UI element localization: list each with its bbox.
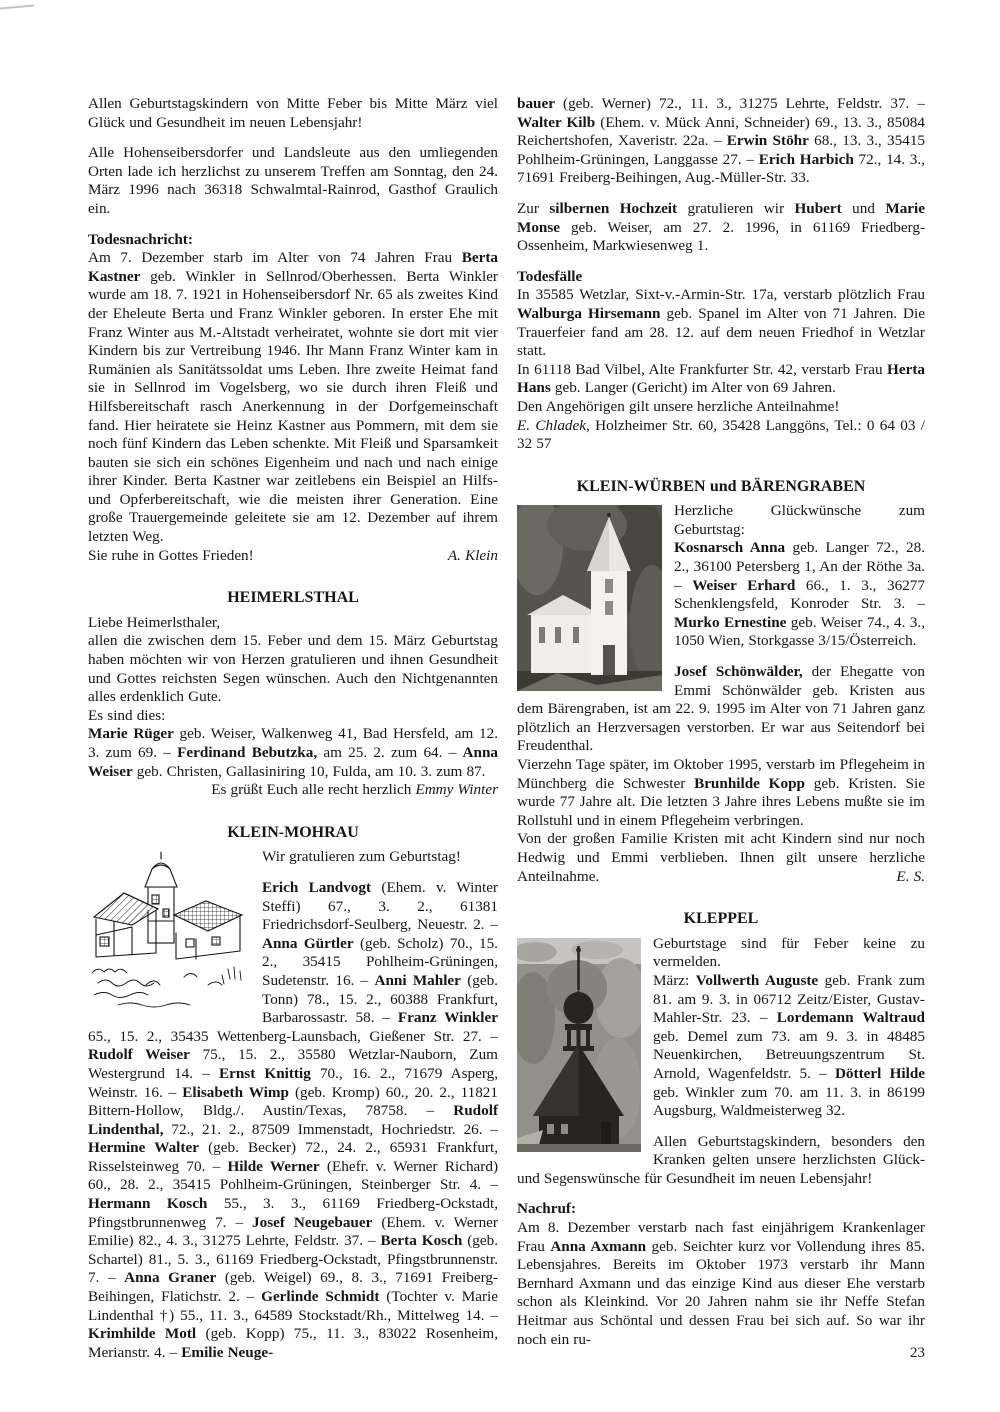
- bold-text: Kosnarsch Anna: [674, 539, 786, 557]
- bold-text: Hubert: [794, 199, 842, 217]
- text-run: Vierzehn Tage später, im Oktober 1995, verstarb im Pflegeheim in Münchberg die Schwester: [517, 756, 925, 792]
- paragraph: [88, 614, 498, 633]
- text-run: 72., 21. 2., 87509 Immenstadt, Hochriedstr. 26. –: [163, 1120, 498, 1138]
- text-run: (geb. Scholz) 70., 15. 2., 35415 Pohlheim-Grüningen, Sudetenstr. 16. –: [262, 934, 498, 989]
- text-run: (geb. Tonn) 78., 15. 2., 60388 Frankfurt, Barbarossastr. 58. –: [262, 971, 498, 1027]
- text-run: (geb. Werner) 72., 11. 3., 31275 Lehrte, Feldstr. 37. –: [554, 95, 925, 112]
- text-run: gratulieren wir: [677, 199, 795, 217]
- bold-text: Anna Axmann: [550, 1237, 647, 1255]
- text-run: Den Angehörigen gilt unsere herzliche Anteilnahme!: [517, 397, 840, 415]
- italic-text: A. Klein: [447, 546, 498, 564]
- text-run: Von der großen Familie Kristen mit acht Kindern sind nur noch Hedwig und Emmi verblieben. Ihnen gilt unsere herzliche Anteilnahme.: [517, 830, 925, 885]
- italic-text: Emmy Winter: [415, 781, 498, 799]
- bold-text: Erich Landvogt: [262, 878, 372, 896]
- bold-text: Erich Harbich: [758, 150, 854, 168]
- scan-artifact: [0, 5, 34, 10]
- bold-text: Anna Graner: [124, 1269, 217, 1287]
- kleppel-chapel-photo: [517, 938, 641, 1152]
- text-run: 70., 16. 2., 71679 Asperg, Weinstr. 16. –: [88, 1064, 499, 1101]
- left-column: [88, 95, 498, 1362]
- page-number: 23: [909, 1344, 925, 1361]
- paragraph: [517, 200, 925, 256]
- bold-text: Erwin Stöhr: [726, 132, 809, 150]
- paragraph: [517, 95, 925, 188]
- italic-text: E. S.: [896, 867, 925, 885]
- text-run: (Ehem. v. Werner Emilie) 82., 4. 3., 31275 Lehrte, Feldstr. 37. –: [88, 1213, 498, 1250]
- text-run: 68., 13. 3., 35415 Pohlheim-Grüningen, Langgasse 27. –: [517, 132, 926, 168]
- signature: [896, 868, 925, 887]
- text-run: (Tochter v. Marie Lindenthal †) 55., 11. 3., 64589 Stockstadt/Rh., Mittelweg 14. –: [88, 1288, 498, 1324]
- text-run: 65., 15. 2., 35435 Wettenberg-Launsbach, Gießener Str. 27. –: [88, 1027, 498, 1045]
- text-run: 66., 1. 3., 36277 Schenklengsfeld, Konroder Str. 3. –: [674, 576, 925, 613]
- right-column: [517, 95, 925, 1349]
- text-run: geb. Spanel im Alter von 71 Jahren. Die Trauerfeier fand am 28. 12. auf dem neuen Friedhof in Wetzlar statt.: [517, 304, 925, 360]
- bold-text: Anni Mahler: [374, 971, 461, 989]
- bold-text: Brunhilde Kopp: [694, 774, 805, 792]
- text-run: (geb. Becker) 72., 24. 2., 65931 Frankfurt, Risselsteinweg 70. –: [88, 1139, 498, 1175]
- kleppel-chapel-photo: [517, 938, 641, 1152]
- text-run: geb. Langer (Gericht) im Alter von 69 Jahren.: [550, 379, 836, 397]
- paragraph: [88, 144, 498, 218]
- bold-text: Weiser Erhard: [692, 576, 796, 594]
- figure-with-text: [88, 848, 498, 1362]
- text-run: Zur: [517, 199, 550, 217]
- bold-text: Josef Schönwälder,: [674, 663, 803, 681]
- bold-text: bauer: [517, 95, 555, 112]
- text-run: (geb. Kopp) 75., 11. 3., 83022 Rosenheim, Merianstr. 4. –: [88, 1325, 498, 1361]
- bold-text: Rudolf Weiser: [88, 1046, 190, 1064]
- paragraph: [517, 830, 925, 886]
- klein-mohrau-church-drawing: [88, 851, 250, 1013]
- text-run: In 35585 Wetzlar, Sixt-v.-Armin-Str. 17a, verstarb plötzlich Frau: [517, 286, 925, 304]
- text-run: geb. Seichter kurz vor Vollendung ihres 85. Lebensjahres. Bereits im Oktober 1973 verstarb ihr Mann Bernhard Axmann und das einzige Kind aus dieser Ehe verstarb schon als Kleinkind. Vor 20 Jahren nahm sie ihr Neffe Stefan Heitmar aus Schöntal und dessen Frau bei sich auf. So war ihr noch ein ru-: [517, 1237, 926, 1348]
- signature: [448, 547, 498, 566]
- text-run: Geburtstage sind für Feber keine zu vermelden.: [653, 934, 925, 971]
- bold-text: Franz Winkler: [397, 1009, 498, 1027]
- bold-text: silbernen Hochzeit: [549, 199, 678, 217]
- paragraph: [517, 1219, 925, 1349]
- paragraph: [88, 725, 498, 781]
- bold-text: Dötterl Hilde: [834, 1064, 926, 1082]
- text-run: geb. Weiser 74., 4. 3., 1050 Wien, Storkgasse 3/15/Österreich.: [674, 613, 925, 650]
- text-run: geb. Weiser, Walkenweg 41, Bad Hersfeld, am 12. 3. zum 69. –: [88, 725, 498, 761]
- text-run: Es sind dies:: [88, 706, 166, 724]
- paragraph: [88, 95, 498, 132]
- text-run: Am 7. Dezember starb im Alter von 74 Jahren Frau: [88, 249, 462, 267]
- text-run: (geb. Schartel) 81., 5. 3., 61169 Friedberg-Ockstadt, Pfingstbrunnenstr. 7. –: [88, 1232, 498, 1287]
- figure-with-text: [517, 935, 925, 1189]
- paragraph: [88, 632, 498, 706]
- text-run: Allen Geburtstagskindern von Mitte Feber bis Mitte März viel Glück und Gesundheit im neuen Lebensjahr!: [88, 95, 498, 131]
- text-run: (Ehefr. v. Werner Richard) 60., 28. 2., 35415 Pohlheim-Grüningen, Steinberger Str. 4. –: [88, 1157, 498, 1194]
- bold-text: Krimhilde Motl: [88, 1325, 197, 1343]
- paragraph: [88, 781, 498, 800]
- paragraph: [88, 547, 498, 566]
- text-run: 75., 15. 2., 35580 Wetzlar-Nauborn, Zum Westergrund 14. –: [88, 1046, 498, 1082]
- paragraph: [517, 417, 925, 454]
- paragraph: [88, 707, 498, 726]
- text-run: geb. Demel zum 73. am 9. 3. in 48485 Neuenkirchen, Betreuungszentrum St. Arnold, Wagenfeldstr. 5. –: [653, 1027, 925, 1082]
- bold-text: Elisabeth Wimp: [182, 1083, 289, 1101]
- bold-text: Marie Rüger: [88, 725, 174, 743]
- text-run: geb. Frank zum 81. am 9. 3. in 06712 Zeitz/Eister, Gustav-Mahler-Str. 23. –: [653, 971, 925, 1027]
- text-run: geb. Langer 72., 28. 2., 36100 Petersberg 1, An der Röthe 3a. –: [674, 539, 925, 594]
- text-run: und: [841, 199, 886, 217]
- bold-text: Gerlinde Schmidt: [261, 1288, 380, 1306]
- text-run: Es grüßt Euch alle recht herzlich: [211, 781, 416, 799]
- text-run: 55., 3. 3., 61169 Friedberg-Ockstadt, Pfingstbrunnenweg 7. –: [88, 1195, 498, 1231]
- bold-text: Josef Neugebauer: [252, 1213, 373, 1231]
- klein-wuerben-church-photo: [517, 505, 662, 691]
- text-run: März:: [653, 971, 696, 989]
- text-run: geb. Winkler in Sellnrod/Oberhessen. Berta Winkler wurde am 18. 7. 1921 in Hohenseibersdorf Nr. 65 als zweites Kind der Eheleute Berta und Franz Winkler geboren. In erster Ehe mit Franz Winter aus M.-Altstadt verheiratet, wohnte sie dort mit vier Kindern bis zur Vertreibung 1946. Ihr Mann Franz Winter kam in Rumänien als Sanitätssoldat ums Leben. Ihre zweite Heimat fand sie in Sellnrod im Vogelsberg, wo sie durch ihren Fleiß und Hilfsbereitschaft rasch Anerkennung in der Dorfgemeinschaft fand. Hier heiratete sie Heinz Kastner aus Pommern, mit dem sie noch fünf Kindern das Leben schenkte. Mit Fleiß und Sparsamkeit bauten sie sich ein schönes Eigenheim und nach und nach einige ihrer Kinder. Berta Kastner war zeitlebens ein Beispiel an Hilfs- und Opferbereitschaft, wie die meisten ihrer Generation. Eine große Trauergemeinde geleitete sie am 12. Dezember auf ihrem letzten Weg.: [88, 267, 498, 546]
- text-run: Holzheimer Str. 60, 35428 Langgöns, Tel.: 0 64 03 / 32 57: [517, 416, 925, 453]
- text-run: (geb. Weigel) 69., 8. 3., 71691 Freiberg-Beihingen, Flatichstr. 2. –: [88, 1269, 499, 1306]
- text-run: (geb. Kromp) 60., 20. 2., 11821 Bittern-Hollow, Bldg./. Austin/Texas, 78758. –: [88, 1083, 498, 1120]
- paragraph: [517, 398, 925, 417]
- text-run: (Ehem. v. Mück Anni, Schneider) 69., 13. 3., 85084 Reichertshofen, Xaveristr. 22a. –: [517, 113, 925, 150]
- section-heading: KLEIN-MOHRAU: [227, 823, 359, 841]
- klein-wuerben-church-photo: [517, 505, 662, 691]
- bold-text: Ferdinand Bebutzka,: [177, 744, 318, 761]
- bold-text: Emilie Neuge-: [181, 1343, 274, 1361]
- bold-text: Berta Kosch: [380, 1232, 463, 1250]
- bold-text: Vollwerth Auguste: [695, 971, 819, 989]
- bold-text: Walter Kilb: [517, 113, 596, 131]
- text-run: Allen Geburtstagskindern, besonders den Kranken gelten unsere herzlichsten Glück- und Segenswünsche für Gesundheit im neuen Lebensjahr!: [517, 1132, 925, 1187]
- bold-text: Marie Monse: [517, 199, 926, 236]
- bold-text: Hermine Walter: [88, 1139, 199, 1157]
- bold-text: Anna Weiser: [88, 744, 498, 780]
- text-run: geb. Weiser, am 27. 2. 1996, in 61169 Friedberg-Ossenheim, Markwiesenweg 1.: [517, 218, 925, 255]
- bold-text: Rudolf Lindenthal,: [88, 1102, 498, 1138]
- paragraph: [517, 286, 925, 360]
- bold-text: Hermann Kosch: [88, 1195, 208, 1213]
- text-run: In 61118 Bad Vilbel, Alte Frankfurter Str. 42, verstarb Frau: [517, 360, 888, 378]
- section-heading: KLEIN-WÜRBEN und BÄRENGRABEN: [576, 477, 866, 495]
- paragraph: [517, 361, 925, 398]
- text-run: der Ehegatte von Emmi Schönwälder geb. Kristen aus dem Bärengraben, ist am 22. 9. 1995 im Alter von 71 Jahren ganz plötzlich an Herzversagen verstorben. Er war aus Seitendorf bei Freudenthal.: [517, 663, 925, 755]
- bold-text: Berta Kastner: [88, 249, 498, 285]
- text-run: Liebe Heimerlsthaler,: [88, 613, 221, 631]
- italic-text: E. Chladek,: [517, 416, 590, 434]
- text-run: Herzliche Glückwünsche zum Geburtstag:: [674, 502, 925, 538]
- text-run: (Ehem. v. Winter Steffi) 67., 3. 2., 61381 Friedrichsdorf-Seulberg, Neuestr. 2. –: [262, 878, 498, 934]
- paragraph: [517, 756, 925, 830]
- bold-text: Hilde Werner: [227, 1157, 320, 1175]
- paragraph: [88, 249, 498, 547]
- text-run: geb. Winkler zum 70. am 11. 3. in 86199 Augsburg, Waldmeisterweg 32.: [653, 1083, 925, 1120]
- bold-text: Lordemann Waltraud: [776, 1009, 925, 1027]
- text-run: allen die zwischen dem 15. Feber und dem 15. März Geburtstag haben möchten wir von Herzen gratulieren und ihnen Gesundheit und Gottes reichsten Segen wünschen. Auch den Nichtgenannten alles erdenklich Gute.: [88, 632, 498, 706]
- text-run: am 25. 2. zum 64. –: [317, 744, 463, 761]
- section-heading: HEIMERLSTHAL: [227, 589, 359, 607]
- text-run: geb. Christen, Gallasiniring 10, Fulda, am 10. 3. zum 87.: [132, 762, 486, 780]
- section-heading: Nachruf:: [517, 1200, 577, 1218]
- text-run: 72., 14. 3., 71691 Freiberg-Beihingen, Aug.-Müller-Str. 33.: [517, 150, 925, 187]
- bold-text: Murko Ernestine: [674, 613, 787, 631]
- figure-with-text: [517, 502, 925, 756]
- text-run: Wir gratulieren zum Geburtstag!: [262, 848, 461, 866]
- bold-text: Herta Hans: [517, 360, 925, 397]
- bold-text: Ernst Knittig: [218, 1064, 311, 1082]
- bold-text: Walburga Hirsemann: [517, 304, 661, 322]
- text-run: Alle Hohenseibersdorfer und Landsleute aus den umliegenden Orten lade ich herzlichst zu unserem Treffen am Sonntag, den 24. März 1996 nach 36318 Schwalmtal-Rainrod, Gasthof Graulich ein.: [88, 144, 498, 217]
- text-run: Sie ruhe in Gottes Frieden!: [88, 546, 254, 564]
- klein-mohrau-church-drawing: [88, 851, 250, 1013]
- bold-text: Anna Gürtler: [262, 934, 354, 952]
- section-heading: Todesnachricht:: [88, 230, 193, 248]
- text-run: Am 8. Dezember verstarb nach fast einjährigem Krankenlager Frau: [517, 1219, 925, 1255]
- section-heading: Todesfälle: [517, 267, 583, 285]
- section-heading: KLEPPEL: [683, 910, 759, 928]
- text-run: geb. Kristen. Sie wurde 77 Jahre alt. Die letzten 3 Jahre ihres Lebens mußte sie im Rollstuhl und in einem Pflegeheim verbringen.: [517, 774, 925, 829]
